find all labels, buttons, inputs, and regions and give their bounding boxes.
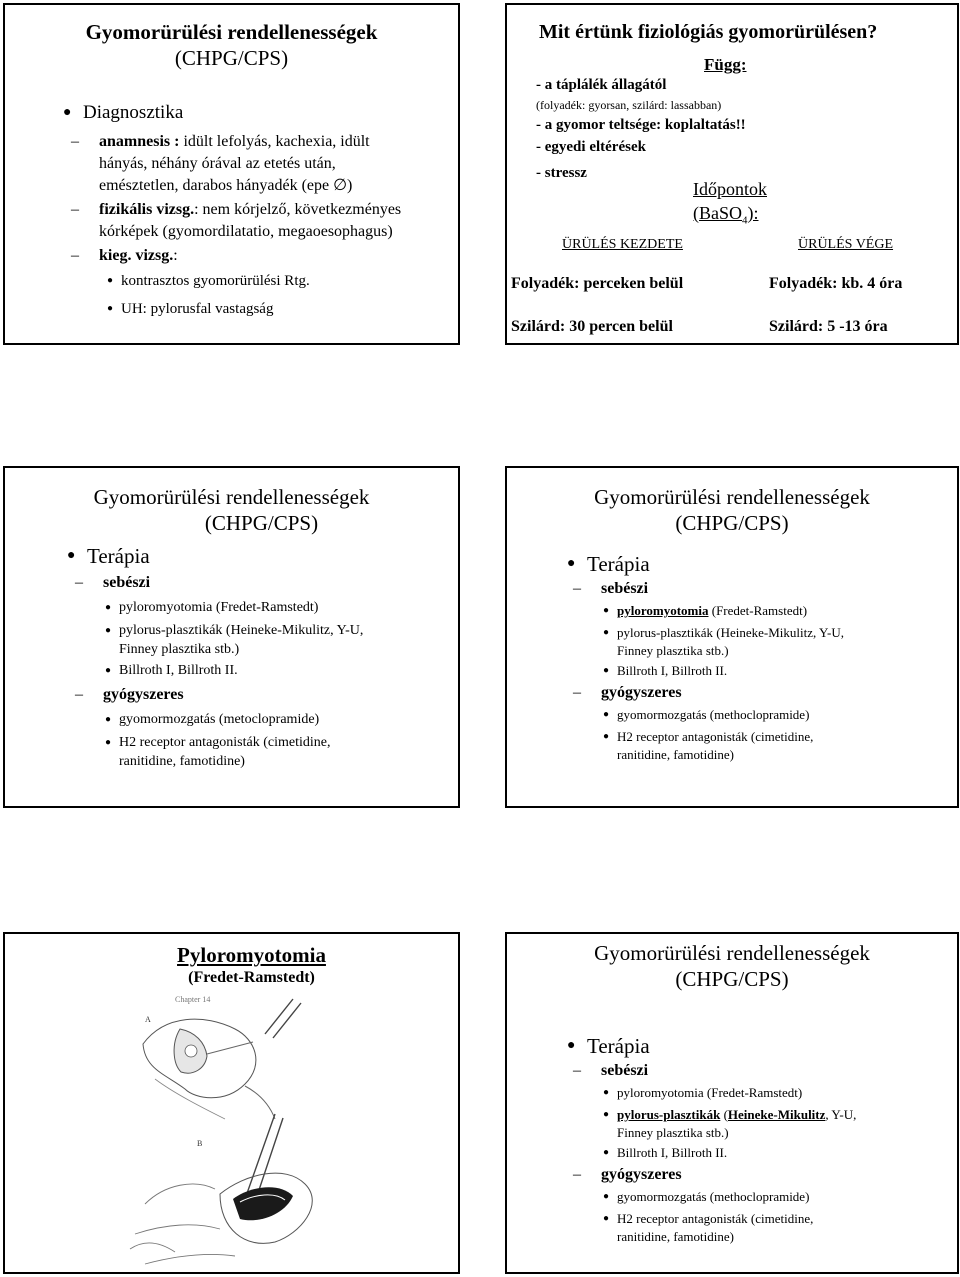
label-a: A [145, 1015, 151, 1024]
slide-title: Gyomorürülési rendellenességek [594, 485, 870, 509]
line-egyedi: - egyedi eltérések [536, 139, 646, 155]
item-pylorus-plasztikak: ● pylorus-plasztikák (Heineke-Mikulitz, Y-U, Finney plasztika stb.) [603, 1106, 891, 1142]
sub-sebeszi: – sebészi [67, 572, 447, 594]
liquid-start: Folyadék: perceken belül [511, 275, 684, 292]
sub-gyogyszeres: – gyógyszeres [67, 684, 447, 706]
sub-uh: ● UH: pylorusfal vastagság [107, 297, 425, 321]
item-h2-receptor: ● H2 receptor antagonisták (cimetidine, ranitidine, famotidine) [603, 1210, 891, 1246]
sub-kontrasztos: ● kontrasztos gyomorürülési Rtg. [107, 269, 425, 293]
slide-title: Pyloromyotomia [177, 943, 326, 967]
slide-subtitle: (CHPG/CPS) [174, 46, 289, 70]
slide-pyloromyotomia [3, 932, 460, 1274]
item-pyloromyotomia: ● pyloromyotomia (Fredet-Ramstedt) [603, 602, 881, 620]
item-billroth: ● Billroth I, Billroth II. [603, 662, 881, 680]
item-billroth: ● Billroth I, Billroth II. [105, 661, 393, 680]
col-vege: ÜRÜLÉS VÉGE [798, 237, 894, 252]
sub-sebeszi: – sebészi [565, 578, 945, 600]
col-kezdete: ÜRÜLÉS KEZDETE [562, 237, 683, 252]
item-pylorus-plasztikak: ● pylorus-plasztikák (Heineke-Mikulitz, Y-U, Finney plasztika stb.) [603, 624, 881, 660]
chapter-label: Chapter 14 [175, 995, 211, 1004]
slide-terapia-3 [505, 932, 959, 1274]
sub-sebeszi: – sebészi [565, 1060, 945, 1082]
baso-label: (BaSO$_4$): [693, 203, 759, 227]
slide-subtitle: (CHPG/CPS) [675, 511, 789, 535]
idopontok-label: Időpontok [693, 179, 767, 199]
slide-subtitle: (CHPG/CPS) [675, 967, 789, 991]
item-anamnesis: – anamnesis : idült lefolyás, kachexia, idült hányás, néhány órával az etetés után, emésztetlen, darabos hányadék (epe ∅) [63, 131, 453, 197]
label-b: B [197, 1139, 203, 1148]
surgery-illustration [125, 994, 360, 1268]
item-kieg: – kieg. vizsg.: [63, 245, 453, 267]
line-taplalek-note: (folyadék: gyorsan, szilárd: lassabban) [536, 98, 722, 112]
liquid-end: Folyadék: kb. 4 óra [769, 275, 903, 292]
slide-diagnosztika [3, 3, 460, 345]
slide-title: Mit értünk fiziológiás gyomorürülésen? [539, 21, 878, 43]
item-h2-receptor: ● H2 receptor antagonisták (cimetidine, ranitidine, famotidine) [105, 733, 393, 771]
bullet-terapia: ● Terápia [67, 542, 458, 570]
slide-title: Gyomorürülési rendellenességek [594, 941, 870, 965]
slide-title: Gyomorürülési rendellenességek [85, 20, 378, 44]
item-pylorus-plasztikak: ● pylorus-plasztikák (Heineke-Mikulitz, Y-U, Finney plasztika stb.) [105, 621, 393, 659]
item-gyomormozgatas: ● gyomormozgatás (methoclopramide) [603, 706, 881, 724]
bullet-terapia: ● Terápia [567, 1032, 957, 1060]
item-fizikalis: – fizikális vizsg.: nem kórjelző, következményes kórképek (gyomordilatatio, megaoesophagus) [63, 199, 453, 243]
solid-start: Szilárd: 30 percen belül [511, 318, 673, 335]
slide-fiziologias [505, 3, 959, 345]
line-teltseg: - a gyomor teltsége: koplaltatás!! [536, 117, 746, 133]
item-gyomormozgatas: ● gyomormozgatás (methoclopramide) [603, 1188, 891, 1206]
item-gyomormozgatas: ● gyomormozgatás (metoclopramide) [105, 710, 393, 729]
item-pyloromyotomia: ● pyloromyotomia (Fredet-Ramstedt) [105, 598, 393, 617]
item-h2-receptor: ● H2 receptor antagonisták (cimetidine, ranitidine, famotidine) [603, 728, 881, 764]
slide-subtitle: (Fredet-Ramstedt) [188, 969, 315, 986]
fugg-label: Függ: [704, 55, 747, 74]
bullet-terapia: ● Terápia [567, 550, 957, 578]
solid-end: Szilárd: 5 -13 óra [769, 318, 888, 335]
sub-gyogyszeres: – gyógyszeres [565, 1164, 945, 1186]
slide-terapia-2 [505, 466, 959, 808]
line-taplalek: - a táplálék állagától [536, 77, 667, 93]
sub-gyogyszeres: – gyógyszeres [565, 682, 945, 704]
item-pyloromyotomia: ● pyloromyotomia (Fredet-Ramstedt) [603, 1084, 891, 1102]
slide-terapia-1 [3, 466, 460, 808]
pyloromyotomia-drawing [125, 994, 360, 1268]
slide-subtitle: (CHPG/CPS) [204, 511, 319, 535]
bullet-diagnosztika: ● Diagnosztika [63, 101, 443, 125]
slide-title: Gyomorürülési rendellenességek [93, 485, 370, 509]
line-stressz: - stressz [536, 165, 587, 181]
item-billroth: ● Billroth I, Billroth II. [603, 1144, 891, 1162]
